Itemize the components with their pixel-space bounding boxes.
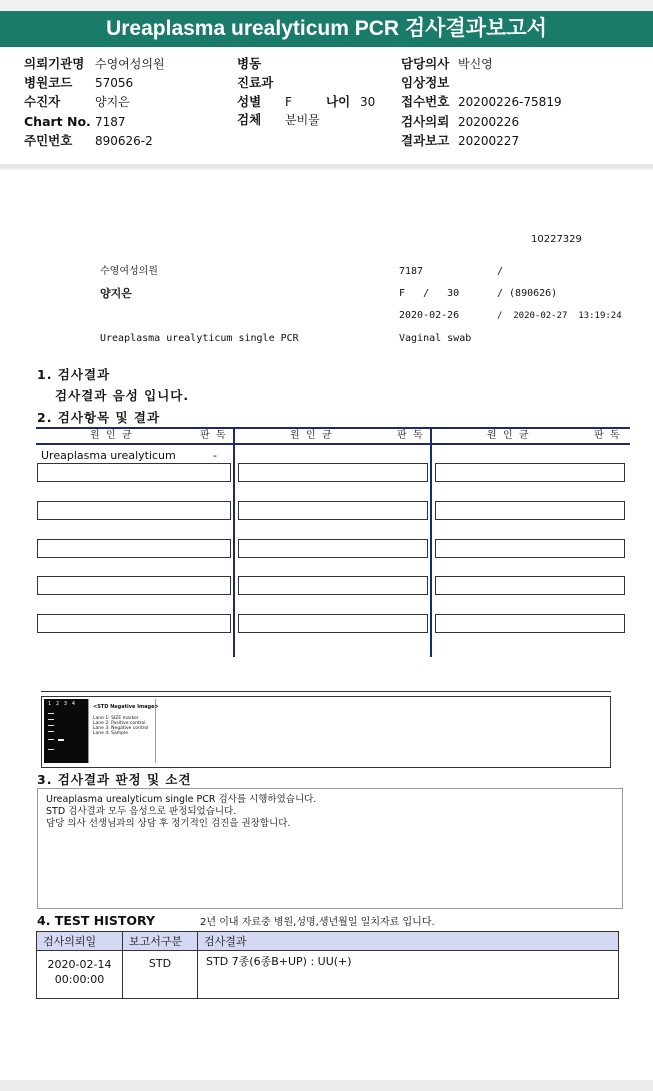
- doc-chart: 7187: [399, 266, 424, 277]
- gel-legend-3: Lane 3: Negative control: [93, 726, 149, 731]
- doc-specimen: Vaginal swab: [399, 333, 472, 344]
- label-ward: 병동: [237, 56, 262, 71]
- patient-info-header: [0, 47, 653, 165]
- value-resident-number: 890626-2: [95, 134, 153, 148]
- gel-legend-4: Lane 4: Sample: [93, 731, 128, 736]
- result-value: -: [213, 449, 217, 462]
- history-header-date: 검사의뢰일: [37, 932, 123, 951]
- doc-hospital: 수영여성의원: [100, 266, 158, 277]
- history-table: [36, 931, 619, 999]
- value-report-date: 20200227: [458, 134, 520, 148]
- history-note: 2년 이내 자료중 병원,성명,생년월일 일치자료 입니다.: [200, 917, 435, 928]
- report-title: Ureaplasma urealyticum PCR 검사결과보고서: [0, 11, 653, 47]
- value-patient: 양지은: [95, 95, 130, 109]
- label-hospital-code: 병원코드: [24, 75, 73, 90]
- results-table-divider-2: [430, 429, 432, 657]
- col-header-judgement-3: 판 독: [594, 430, 620, 441]
- label-accession-number: 접수번호: [401, 94, 450, 109]
- gel-legend-1: Lane 1: SIZE marker: [93, 716, 139, 721]
- result-row-box: [238, 614, 428, 633]
- result-row-box: [435, 463, 625, 482]
- history-header-result: 검사결과: [198, 932, 619, 951]
- gel-band-positive: [58, 739, 64, 741]
- label-chart-no: Chart No.: [24, 114, 91, 129]
- label-age: 나이: [326, 94, 351, 109]
- gel-caption: [88, 699, 159, 763]
- history-date: 2020-02-14: [47, 958, 112, 971]
- label-department: 진료과: [237, 75, 274, 90]
- doc-report-datetime: / 2020-02-27 13:19:24: [497, 311, 622, 321]
- gel-band: [48, 731, 54, 732]
- opinion-line-2: STD 검사결과 모두 음성으로 판정되었습니다.: [46, 806, 237, 817]
- gel-legend-2: Lane 2: Positive control: [93, 721, 146, 726]
- value-accession-number: 20200226-75819: [458, 95, 562, 109]
- history-header-type: 보고서구분: [123, 932, 198, 951]
- value-sex: F: [285, 95, 292, 109]
- section4-title: 4. TEST HISTORY: [37, 913, 156, 928]
- section2-title: 2. 검사항목 및 결과: [37, 410, 161, 425]
- doc-sex-age: F / 30: [399, 288, 460, 299]
- result-row-box: [435, 614, 625, 633]
- gel-band: [48, 739, 54, 740]
- col-header-organism-2: 원 인 균: [290, 430, 332, 441]
- value-hospital-code: 57056: [95, 76, 134, 90]
- label-requesting-institution: 의뢰기관명: [24, 56, 85, 71]
- doc-number: 10227329: [531, 234, 582, 245]
- result-row-box: [238, 576, 428, 595]
- doc-request-date: 2020-02-26: [399, 310, 460, 321]
- result-row-box: [37, 539, 231, 558]
- value-physician: 박신영: [458, 57, 493, 71]
- value-chart-no: 7187: [95, 115, 126, 129]
- value-request-date: 20200226: [458, 115, 520, 129]
- result-row-box: [37, 463, 231, 482]
- table-row: [37, 951, 619, 999]
- results-table-divider-1: [233, 429, 235, 657]
- result-organism: Ureaplasma urealyticum: [41, 449, 176, 462]
- doc-slash: /: [497, 266, 504, 277]
- results-table-header-rule: [36, 443, 630, 445]
- gel-band: [48, 719, 54, 720]
- section1-title: 1. 검사결과: [37, 367, 111, 382]
- history-result: STD 7종(6종B+UP) : UU(+): [198, 951, 619, 999]
- bottom-strip: [0, 1080, 653, 1091]
- label-physician: 담당의사: [401, 56, 450, 71]
- history-cell-date: [37, 951, 123, 999]
- result-row-box: [238, 501, 428, 520]
- section3-title: 3. 검사결과 판정 및 소견: [37, 772, 192, 787]
- value-age: 30: [360, 95, 376, 109]
- col-header-judgement-1: 판 독: [200, 430, 226, 441]
- history-type: STD: [123, 951, 198, 999]
- history-time: 00:00:00: [54, 973, 105, 986]
- gel-top-rule: [41, 691, 611, 692]
- result-row-box: [37, 614, 231, 633]
- result-row-box: [435, 576, 625, 595]
- result-row-box: [435, 539, 625, 558]
- opinion-box: [37, 788, 623, 909]
- result-row-box: [37, 576, 231, 595]
- col-header-organism-3: 원 인 균: [487, 430, 529, 441]
- result-row-box: [37, 501, 231, 520]
- history-header-row: [37, 932, 619, 951]
- label-clinical-info: 임상정보: [401, 75, 450, 90]
- label-request-date: 검사의뢰: [401, 114, 450, 129]
- gel-image: [44, 699, 88, 763]
- label-specimen: 검체: [237, 112, 262, 127]
- result-row-box: [435, 501, 625, 520]
- gel-band: [48, 713, 54, 714]
- label-sex: 성별: [237, 94, 262, 109]
- gel-caption-title: <STD Negative Image>: [93, 704, 159, 710]
- doc-ssn: / (890626): [497, 288, 558, 299]
- opinion-line-1: Ureaplasma urealyticum single PCR 검사를 시행하였습니다.: [46, 794, 317, 805]
- col-header-organism-1: 원 인 균: [90, 430, 132, 441]
- gel-band: [48, 725, 54, 726]
- doc-patient: 양지은: [100, 287, 132, 300]
- col-header-judgement-2: 판 독: [397, 430, 423, 441]
- gel-band: [48, 749, 54, 750]
- header-divider: [0, 164, 653, 168]
- section1-result: 검사결과 음성 입니다.: [55, 388, 190, 403]
- label-report-date: 결과보고: [401, 133, 450, 148]
- result-row-box: [238, 539, 428, 558]
- result-row-box: [238, 463, 428, 482]
- value-requesting-institution: 수영여성의원: [95, 57, 165, 71]
- opinion-line-3: 담당 의사 선생님과의 상담 후 정기적인 검진을 권장합니다.: [46, 818, 291, 829]
- label-patient: 수진자: [24, 94, 61, 109]
- value-specimen: 분비물: [285, 113, 320, 127]
- gel-lane-numbers: 1 2 3 4: [48, 701, 76, 707]
- label-resident-number: 주민번호: [24, 133, 73, 148]
- doc-test-name: Ureaplasma urealyticum single PCR: [100, 333, 299, 344]
